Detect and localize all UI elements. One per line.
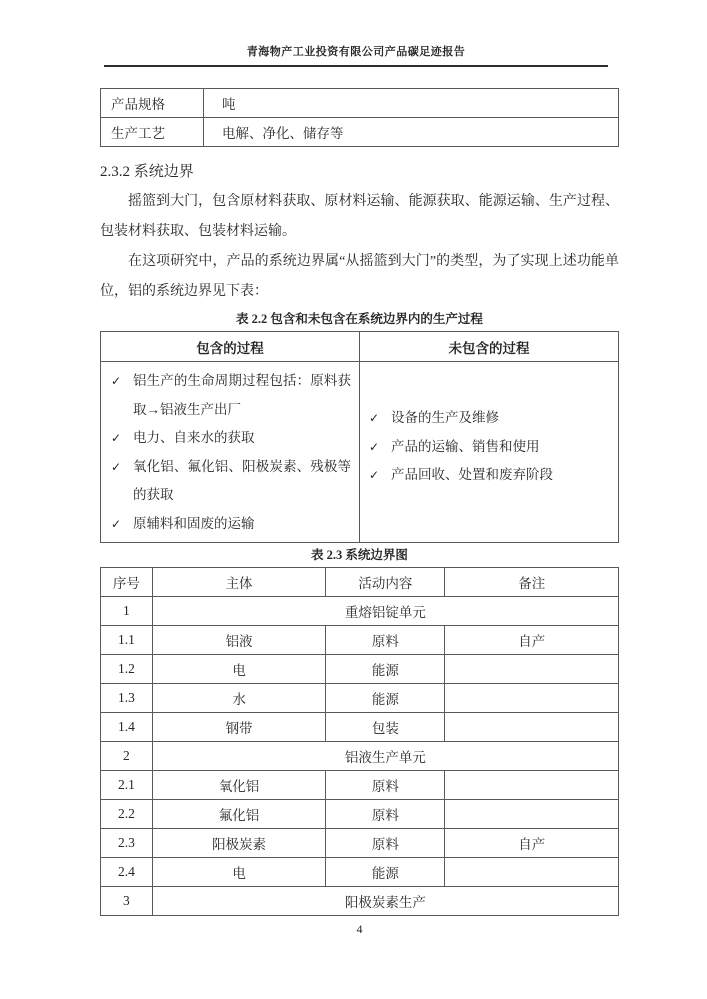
included-item-label: 原辅料和固废的运输: [133, 515, 255, 531]
included-header: 包含的过程: [101, 332, 360, 362]
included-item-label: 电力、自来水的获取: [133, 430, 255, 445]
system-table-unit-row: [101, 887, 619, 916]
cell-subject: 氟化铝: [152, 800, 326, 829]
boundary-processes-table: [100, 331, 619, 543]
excluded-item: [369, 461, 610, 490]
info-label-cell: 产品规格: [101, 89, 204, 118]
cell-num: 2.1: [101, 771, 153, 800]
report-title: 青海物产工业投资有限公司产品碳足迹报告: [246, 46, 466, 58]
paragraph-scope-definition: 摇篮到大门，包含原材料获取、原材料运输、能源获取、能源运输、生产过程、包装材料获取、包装材料运输。: [100, 194, 619, 239]
info-label-cell: 生产工艺: [101, 118, 204, 147]
system-table-row: [101, 771, 619, 800]
excluded-item-label: 设备的生产及维修: [391, 410, 499, 426]
excluded-processes-list: [369, 367, 610, 527]
cell-subject: 钢带: [152, 713, 326, 742]
cell-note: [445, 655, 619, 684]
paragraph-boundary-statement: 在这项研究中，产品的系统边界属“从摇篮到大门”的类型，为了实现上述功能单位，铝的系统边界见下表：: [100, 254, 619, 299]
cell-note: 自产: [445, 829, 619, 858]
cell-note: [445, 800, 619, 829]
col-header-activity: 活动内容: [326, 568, 445, 597]
table22-caption: 表 2.2 包含和未包含在系统边界内的生产过程: [236, 312, 483, 326]
excluded-item: [369, 433, 610, 462]
excluded-header: 未包含的过程: [360, 332, 619, 362]
cell-activity: 能源: [326, 858, 445, 887]
cell-activity: 包装: [326, 713, 445, 742]
cell-subject: 铝液: [152, 626, 326, 655]
info-value-cell: 电解、净化、储存等: [204, 118, 619, 147]
cell-note: [445, 713, 619, 742]
check-icon: ✓: [369, 411, 380, 426]
system-table-unit-row: [101, 742, 619, 771]
cell-num: 1.2: [101, 655, 153, 684]
boundary-table-header-row: [101, 332, 619, 362]
included-processes-cell: [101, 362, 360, 543]
system-table-row: [101, 829, 619, 858]
included-item: [111, 424, 351, 453]
product-info-table-body: [101, 89, 619, 147]
cell-num: 1.3: [101, 684, 153, 713]
page-header: [104, 0, 608, 67]
cell-subject: 电: [152, 655, 326, 684]
excluded-processes-cell: [360, 362, 619, 543]
included-item-label: 氧化铝、氟化铝、阳极炭素、残极等的获取: [133, 458, 351, 502]
excluded-item-label: 产品的运输、销售和使用: [391, 438, 540, 454]
info-table-row: [101, 89, 619, 118]
cell-num: 1: [101, 597, 153, 626]
system-table-row: [101, 684, 619, 713]
check-icon: ✓: [369, 439, 380, 454]
cell-activity: 原料: [326, 829, 445, 858]
table23-caption: 表 2.3 系统边界图: [311, 548, 408, 562]
included-item: [111, 367, 351, 424]
cell-subject: 电: [152, 858, 326, 887]
cell-activity: 原料: [326, 771, 445, 800]
cell-unit-span: 重熔铝锭单元: [152, 597, 618, 626]
cell-num: 2.2: [101, 800, 153, 829]
system-table-header-row: [101, 568, 619, 597]
boundary-table-body: [101, 362, 619, 543]
system-table-row: [101, 800, 619, 829]
included-item: [111, 453, 351, 510]
info-table-row: [101, 118, 619, 147]
cell-activity: 能源: [326, 684, 445, 713]
col-header-num: 序号: [101, 568, 153, 597]
cell-note: [445, 858, 619, 887]
page-content: [100, 88, 619, 937]
cell-unit-span: 阳极炭素生产: [152, 887, 618, 916]
included-processes-list: [111, 367, 351, 538]
check-icon: ✓: [111, 431, 122, 445]
cell-num: 3: [101, 887, 153, 916]
excluded-item-label: 产品回收、处置和废弃阶段: [391, 467, 553, 483]
cell-activity: 能源: [326, 655, 445, 684]
cell-subject: 阳极炭素: [152, 829, 326, 858]
included-item: [111, 510, 351, 539]
cell-num: 1.1: [101, 626, 153, 655]
col-header-note: 备注: [445, 568, 619, 597]
cell-activity: 原料: [326, 626, 445, 655]
boundary-table-head: [101, 332, 619, 362]
system-table-row: [101, 626, 619, 655]
check-icon: ✓: [369, 468, 380, 483]
page-number: 4: [356, 922, 363, 936]
system-table-row: [101, 713, 619, 742]
system-table-row: [101, 858, 619, 887]
system-boundary-table: [100, 567, 619, 916]
check-icon: ✓: [111, 516, 122, 531]
system-table-head: [101, 568, 619, 597]
system-table-body: [101, 597, 619, 916]
system-table-unit-row: [101, 597, 619, 626]
cell-num: 1.4: [101, 713, 153, 742]
cell-note: 自产: [445, 626, 619, 655]
product-info-table: [100, 88, 619, 147]
section-heading: 2.3.2 系统边界: [100, 164, 194, 180]
boundary-table-body-row: [101, 362, 619, 543]
col-header-subject: 主体: [152, 568, 326, 597]
cell-activity: 原料: [326, 800, 445, 829]
excluded-item: [369, 404, 610, 433]
cell-num: 2: [101, 742, 153, 771]
cell-note: [445, 771, 619, 800]
cell-num: 2.4: [101, 858, 153, 887]
info-value-cell: 吨: [204, 89, 619, 118]
cell-num: 2.3: [101, 829, 153, 858]
cell-unit-span: 铝液生产单元: [152, 742, 618, 771]
included-item-label: 铝生产的生命周期过程包括：原料获取→铝液生产出厂: [133, 373, 351, 417]
cell-subject: 氧化铝: [152, 771, 326, 800]
cell-note: [445, 684, 619, 713]
cell-subject: 水: [152, 684, 326, 713]
check-icon: ✓: [111, 459, 122, 474]
system-table-row: [101, 655, 619, 684]
check-icon: ✓: [111, 374, 122, 388]
